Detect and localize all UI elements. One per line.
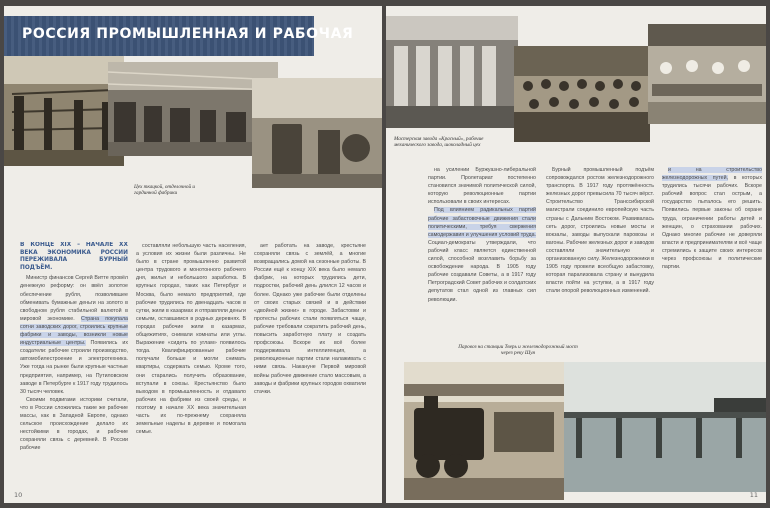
workers-group-photo <box>514 46 650 142</box>
page-title: РОССИЯ ПРОМЫШЛЕННАЯ И РАБОЧАЯ <box>22 26 354 42</box>
highlighted-text: Под влиянием радикальных партий рабочие забастовочные движения стали политическими, требуя свержения самодержавия и улучшения условий труда. <box>428 207 536 238</box>
paragraph: Бурный промышленный подъём сопровождался ростом железнодорожного транспорта. В 1917 году протяжённость железных дорог превысила 70 тысяч вёрст. Строительство Транссибирской магистрали соединило европейскую часть страны с Дальним Востоком. Развивалась сеть дорог, строились новые мосты и вокзалы, заводы выпускали паровозы и вагоны. Рабочие железных дорог и заводов составляли значительную и организованную силу. Железнодорожники в 1905 году провели всеобщую забастовку, которая парализовала страну и вынудила власти пойти на уступки, а в 1917 году стали опорой революционных изменений. <box>546 167 654 295</box>
weaving-caption: Цех ткацкой, отделочной и гардинной фабрики <box>134 184 195 197</box>
paragraph: Своими подвигами историки считали, что в России сложились такие же рабочие массы, как в Западной Европе, однако сельское происхождение делало их нестойкими в городах, и рабочие сохраняли связь с деревней. В России рабочие <box>20 396 128 452</box>
right-column-3 <box>662 166 762 344</box>
left-page <box>4 6 382 503</box>
paragraph: Под влиянием радикальных партий рабочие забастовочные движения стали политическими, требуя свержения самодержавия и улучшения условий труда. Социал-демократы утверждали, что рабочий класс является единственной силой, способной возглавить борьбу за освобождение народа. В 1905 году рабочие создавали Советы, а в 1917 году Петроградский Совет рабочих и солдатских депутатов стал одной из главных сил революции. <box>428 207 536 303</box>
paragraph: на усилении Буржуазно-либеральной партии. Пролетариат постепенно становился значимой политической силой, которую революционные партии использовали в своих интересах. <box>428 167 536 206</box>
lede: В КОНЦЕ XIX – НАЧАЛЕ XX ВЕКА ЭКОНОМИКА РОССИИ ПЕРЕЖИВАЛА БУРНЫЙ ПОДЪЁМ. <box>20 242 128 271</box>
left-column-3 <box>254 242 366 492</box>
page-number-right: 11 <box>749 491 758 499</box>
right-column-2 <box>546 166 654 344</box>
paragraph: и на строительство железнодорожных путей, в которых трудились тысячи рабочих. Вскоре рабочий вопрос стал острым, а государство пыталось его решить. Появились первые законы об охране труда, ограничении работы детей и женщин, о страховании рабочих. Однако многие рабочие не доверяли власти и предпринимателям и всё чаще стремились к защите своих интересов через профсоюзы и политические партии. <box>662 167 762 271</box>
paragraph: Министр финансов Сергей Витте провёл денежную реформу: он ввёл золотое обеспечение рубля, позволившее обменивать бумажные деньги на золото в свободном рубля стабильной валютой в мировой экономике. Страна покупала сотни заводских дорог, строились крупные фабрики и заводы, возникли новые индустриальные центры. Появились их создатели: рабочие строили производство, автомобилестроение и электротехника. Уже тогда на рынке были крупные частные предприятия, например, на Путиловском заводе в Петербурге к 1917 году трудилось 30 тысяч человек. <box>20 275 128 395</box>
chocolate-shop-photo <box>648 24 766 124</box>
highlighted-text: и на строительство железнодорожных путей, <box>662 167 762 182</box>
left-column-1 <box>20 242 128 490</box>
right-column-1 <box>428 166 536 344</box>
weaving-mill-photo <box>4 54 124 166</box>
paragraph: ает работать на заводе, крестьяне сохраняли связь с землёй, а многие возвращались домой на сезонные работы. В России ещё к концу XIX века было немало фабрик, на которых трудились дети, подростки, рабочий день длился 12 часов и более. Однако уже рабочие были отделены от своих старых связей и в действии «двойной жизни» в городе. Забастовки и протесты рабочих стали появляться чаще, рабочие требовали сократить рабочий день, повысить заработную плату и создать профсоюзы. Вскоре их всё более поддерживала интеллигенция, а революционные партии стали налаживать с ними связь. Накануне Первой мировой войны рабочее движение стало массовым, а заводы и фабрики крупных городов охватили стачки. <box>254 243 366 395</box>
workshop-photo <box>252 78 382 188</box>
highlighted-text: Страна покупала сотни заводских дорог, строились крупные фабрики и заводы, возникли новые индустриальные центры. <box>20 315 128 347</box>
right-page <box>386 6 766 503</box>
left-column-2 <box>136 242 246 492</box>
paragraph: составляли небольшую часть населения, а условия их жизни были различны. Не было в стране промышленно развитой центра трудового и монотонного рабочего дня, жилья и небольшого заработка. В крупных городах, таких как Петербург и Москва, было немало предприятий, где рабочие трудились по двенадцать часов в сутки, жили в казармах и отправляли деньги семьям, оставшимся в родных деревнях. В городах рабочие жили в казармах, общежитиях, снимали комнаты или углы. Выражение «сидеть по углам» появилось тогда. Квалифицированные рабочие получали больше и могли снимать квартиры, содержать семью. Кроме того, они старались получить образование, вступали в союзы. Крестьянство было выходом в промышленность и отдавало рабочих на фабрики из своей среды, и поэтому в начале XX века значительная часть их по-прежнему сохраняла земельные наделы в деревне и помогала семье. <box>136 243 246 436</box>
shuya-bridge-photo <box>564 362 766 492</box>
tver-caption: Паровоз на станции Тверь и железнодорожный мост через реку Шуя <box>458 344 578 357</box>
page-number-left: 10 <box>14 491 23 499</box>
tver-station-photo <box>404 362 564 500</box>
krasnoe-caption: Мастерская завода «Красный», рабочие механического завода, шоколадный цех <box>394 136 484 149</box>
krasnoe-factory-photo <box>386 16 518 128</box>
